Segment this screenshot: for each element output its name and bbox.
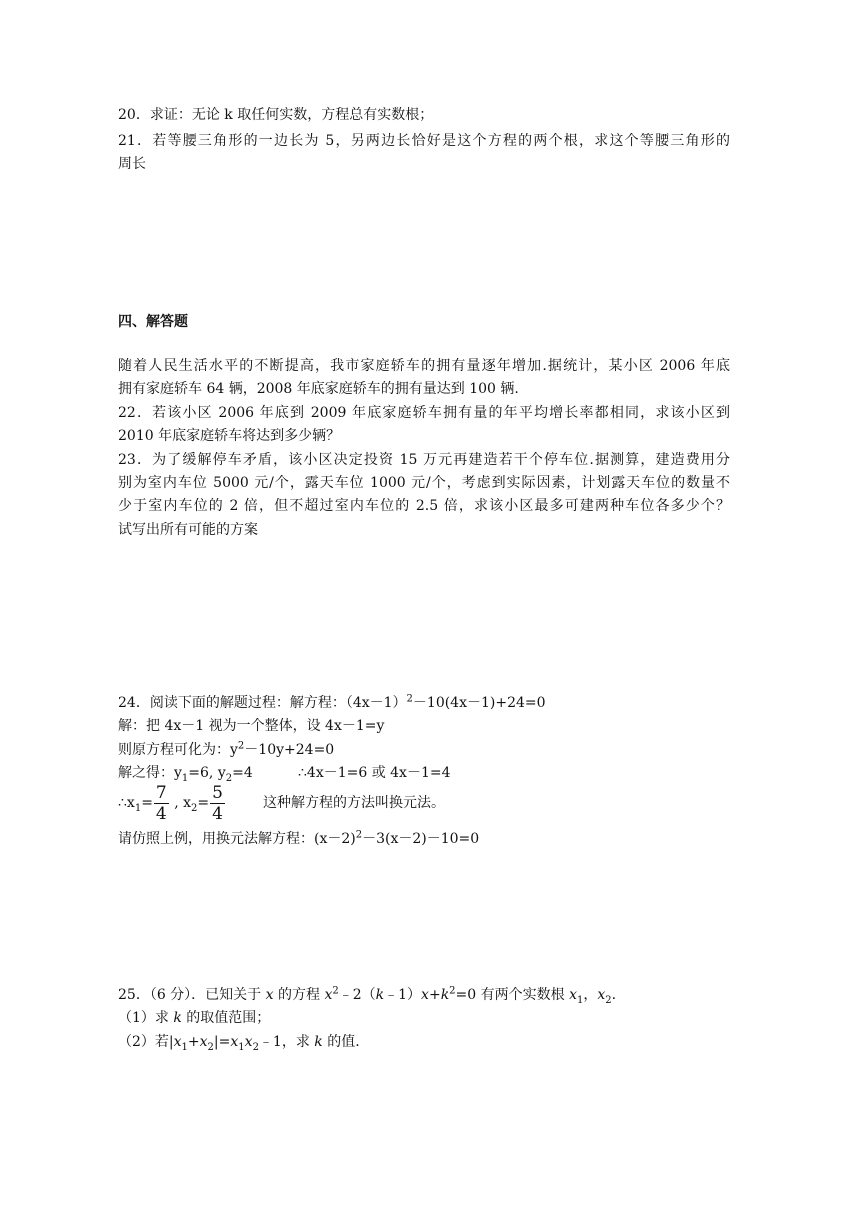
plus-sign: + xyxy=(187,1034,200,1050)
variable-x: x xyxy=(173,1034,182,1050)
variable-x: x xyxy=(265,987,274,1003)
q24-line-1-rest: －10(4x－1)+24=0 xyxy=(412,695,546,711)
q25-intro: 25．（6 分）．已知关于 xyxy=(118,987,266,1003)
q20-text: 20．求证：无论 k 取任何实数，方程总有实数根； xyxy=(118,107,434,123)
intro-line-2: 拥有家庭轿车 64 辆，2008 年底家庭轿车的拥有量达到 100 辆. xyxy=(118,381,519,397)
q21-line-2: 周长 xyxy=(118,156,146,172)
variable-x: x xyxy=(244,1034,253,1050)
q24-line-2: 解：把 4x－1 视为一个整体，设 4x－1=y xyxy=(118,718,385,734)
fraction-denominator: 4 xyxy=(212,803,223,824)
q25-part-1-text: （1）求 xyxy=(118,1010,174,1026)
q23-line-1: 23．为了缓解停车矛盾，该小区决定投资 15 万元再建造若干个停车位.据测算，建造费用分 xyxy=(118,452,730,468)
q25-part-2-middle: ﹣1，求 xyxy=(258,1034,315,1050)
q24-y-values: =6, y xyxy=(188,765,226,781)
variable-k: k xyxy=(440,987,450,1003)
section-title: 四、解答题 xyxy=(118,314,188,330)
q24-exercise-text: 请仿照上例，用换元法解方程：(x－2) xyxy=(118,831,356,847)
subscript: 1 xyxy=(181,772,189,784)
q24-line-1-text: 24．阅读下面的解题过程：解方程：（4x－1） xyxy=(118,695,407,711)
variable-x: x xyxy=(324,987,333,1003)
exponent: 2 xyxy=(332,985,339,997)
subscript: 1 xyxy=(238,1041,245,1053)
subscript: 1 xyxy=(181,1041,188,1053)
q23-line-2: 别为室内车位 5000 元/个，露天车位 1000 元/个，考虑到实际因素，计划露天车位的数量不 xyxy=(118,475,730,491)
q24-method-note: 这种解方程的方法叫换元法。 xyxy=(263,795,445,811)
q25-part-2-end: 的值. xyxy=(322,1034,360,1050)
fraction-denominator: 4 xyxy=(155,803,167,824)
q25-line-1 xyxy=(118,985,616,1005)
q25-part-1-rest: 的取值范围； xyxy=(181,1010,271,1026)
variable-x: x xyxy=(569,987,577,1003)
q24-therefore-x: ∴x xyxy=(118,795,135,811)
fraction-seven-fourths xyxy=(154,783,169,824)
q21-line-1: 21．若等腰三角形的一边长为 5，另两边长恰好是这个方程的两个根，求这个等腰三角形的 xyxy=(118,133,730,149)
subscript: 1 xyxy=(577,994,584,1006)
q24-exercise-rest: －3(x－2)－10=0 xyxy=(362,831,480,847)
intro-line-1: 随着人民生活水平的不断提高，我市家庭轿车的拥有量逐年增加.据统计，某小区 2006 年底 xyxy=(118,358,730,374)
fraction-numerator: 7 xyxy=(155,782,167,803)
q24-y2-value: =4 xyxy=(232,765,253,781)
exponent: 2 xyxy=(449,985,456,997)
subscript: 2 xyxy=(252,1041,259,1053)
q25-part-2-text: （2）若| xyxy=(118,1034,174,1050)
equation-part: ﹣2（ xyxy=(338,987,376,1003)
variable-k: k xyxy=(173,1010,182,1026)
subscript: 2 xyxy=(605,994,612,1006)
equals-sign: = xyxy=(141,795,153,811)
fraction-numerator: 5 xyxy=(212,782,223,803)
q24-line-3 xyxy=(118,740,334,760)
equals-sign: |= xyxy=(213,1034,231,1050)
equation-part: =0 有两个实数根 xyxy=(455,987,570,1003)
separator: ， xyxy=(583,987,598,1003)
q24-line-6 xyxy=(118,829,479,849)
q24-line-5 xyxy=(118,782,226,824)
q24-therefore-line: ∴4x－1=6 或 4x－1=4 xyxy=(298,765,451,781)
q24-line-1 xyxy=(118,693,546,713)
equals-sign: = xyxy=(197,795,210,811)
equation-part: ﹣1） xyxy=(384,987,422,1003)
q24-line-3-rest: －10y+24=0 xyxy=(244,742,335,758)
subscript: 2 xyxy=(191,802,198,814)
q25-part-2 xyxy=(118,1032,360,1052)
variable-x: x xyxy=(199,1034,208,1050)
fraction-five-fourths xyxy=(210,783,225,824)
q24-line-3-exponent: 2 xyxy=(237,740,245,752)
equation-part: + xyxy=(428,987,441,1003)
q23-line-3: 少于室内车位的 2 倍，但不超过室内车位的 2.5 倍，求该小区最多可建两种车位各多少个？ xyxy=(118,498,730,514)
q22-line-2: 2010 年底家庭轿车将达到多少辆？ xyxy=(118,428,341,444)
variable-k: k xyxy=(314,1034,323,1050)
subscript: 2 xyxy=(207,1041,214,1053)
q24-solve-label: 解之得：y xyxy=(118,765,182,781)
variable-k: k xyxy=(375,987,385,1003)
variable-x: x xyxy=(421,987,429,1003)
q22-line-1: 22．若该小区 2006 年底到 2009 年底家庭轿车拥有量的年平均增长率都相同，求该小区到 xyxy=(118,405,730,421)
q25-part-1 xyxy=(118,1008,270,1028)
q24-x2-label: , x xyxy=(169,795,191,811)
period: . xyxy=(611,987,617,1003)
q25-text: 的方程 xyxy=(273,987,325,1003)
subscript: 2 xyxy=(225,772,233,784)
q24-exercise-exponent: 2 xyxy=(355,829,363,841)
variable-x: x xyxy=(597,987,606,1003)
subscript: 1 xyxy=(134,802,142,814)
q24-exponent: 2 xyxy=(406,693,413,705)
q23-line-4: 试写出所有可能的方案 xyxy=(118,522,258,538)
variable-x: x xyxy=(230,1034,239,1050)
q24-line-4 xyxy=(118,763,253,783)
q24-line-3-text: 则原方程可化为：y xyxy=(118,742,238,758)
